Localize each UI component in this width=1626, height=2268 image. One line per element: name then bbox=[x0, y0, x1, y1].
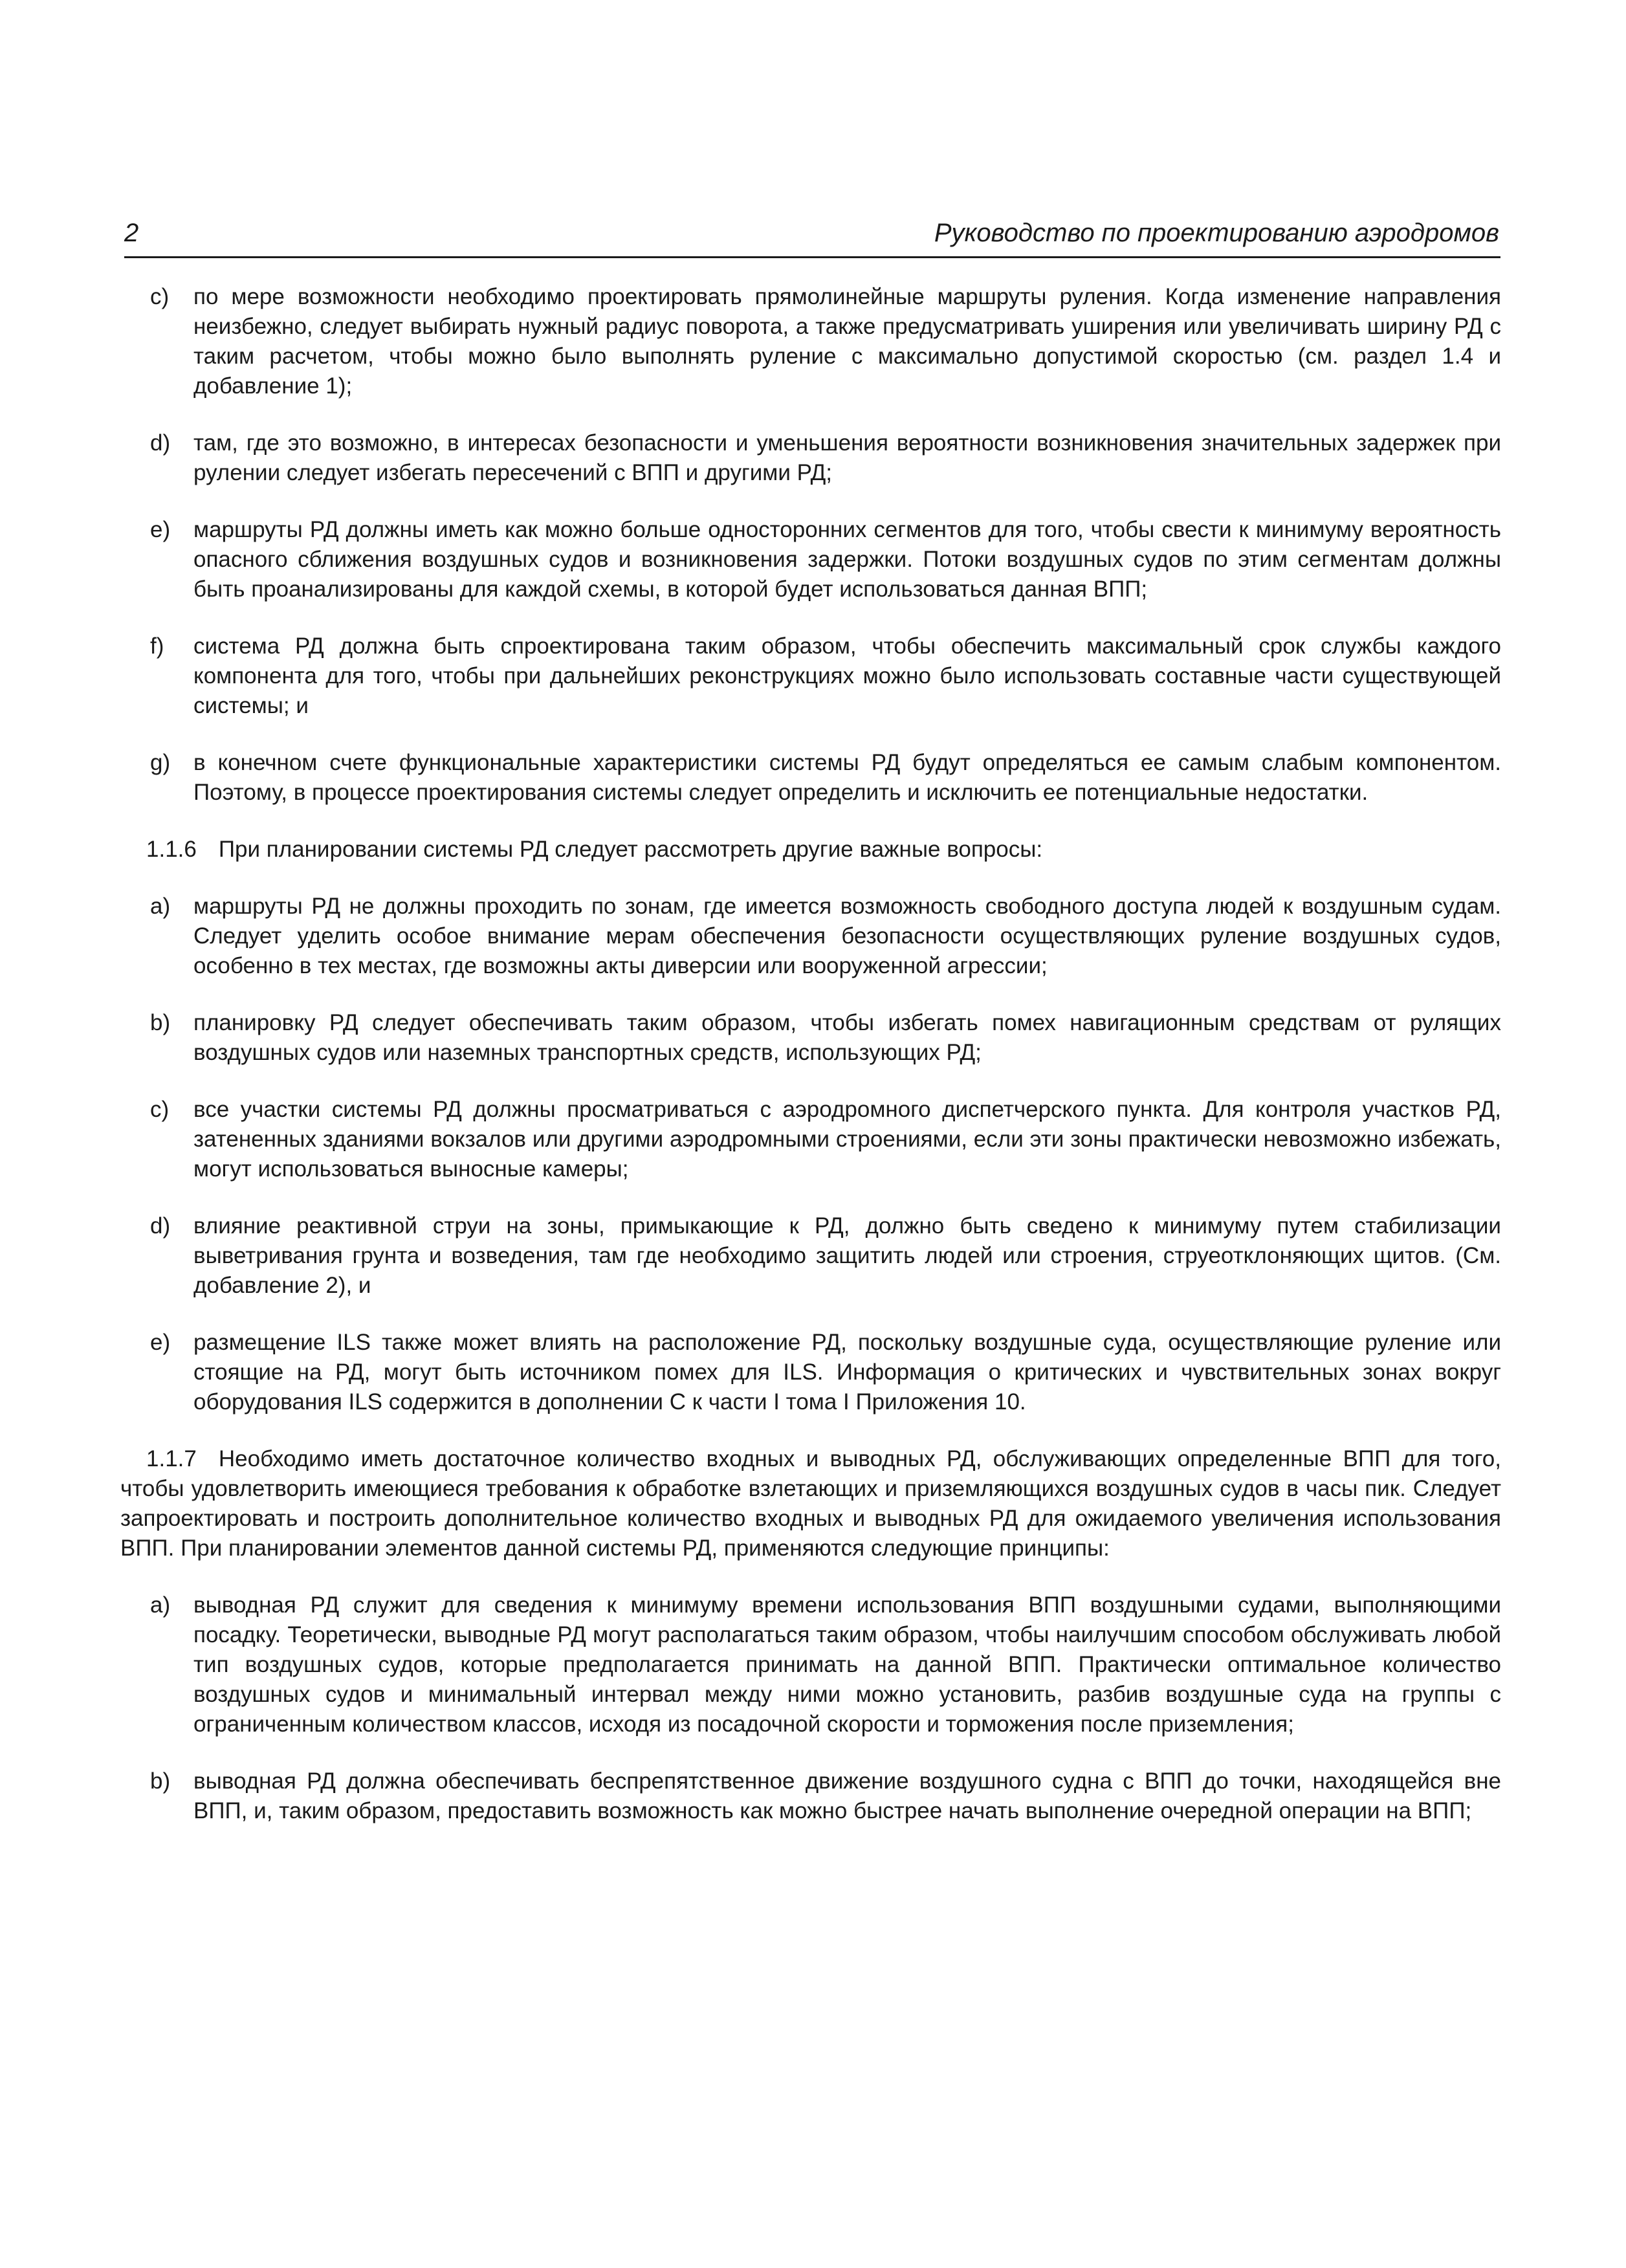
list-text: влияние реактивной струи на зоны, примыкающие к РД, должно быть сведено к минимуму путем стабилизации выветривания грунта и возведения, там где необходимо защитить людей или строения, струеотклоняющих щитов. (См. добавление 2), и bbox=[193, 1213, 1501, 1298]
paragraph-text: Необходимо иметь достаточное количество входных и выводных РД, обслуживающих определенные ВПП для того, чтобы удовлетворить имеющиеся требования к обработке взлетающих и приземляющихся воздушных судов в часы пик. Следует запроектировать и построить дополнительное количество входных и выводных РД для ожидаемого увеличения использования ВПП. При планировании элементов данной системы РД, применяются следующие принципы: bbox=[120, 1446, 1501, 1561]
list-marker: f) bbox=[150, 633, 164, 659]
list-item bbox=[120, 632, 1501, 721]
list-item bbox=[120, 282, 1501, 401]
paragraph-number: 1.1.6 bbox=[146, 837, 197, 862]
list-marker: a) bbox=[150, 1592, 171, 1618]
paragraph-1-1-7 bbox=[120, 1444, 1501, 1563]
list-text: система РД должна быть спроектирована таким образом, чтобы обеспечить максимальный срок службы каждого компонента для того, чтобы при дальнейших реконструкциях можно было использовать составные части существующей системы; и bbox=[193, 633, 1501, 718]
list-marker: d) bbox=[150, 430, 171, 456]
list-item bbox=[120, 428, 1501, 488]
list-marker: g) bbox=[150, 750, 171, 775]
list-text: все участки системы РД должны просматриваться с аэродромного диспетчерского пункта. Для контроля участков РД, затененных зданиями вокзалов или другими аэродромными строениями, если эти зоны практически невозможно избежать, могут использоваться выносные камеры; bbox=[193, 1097, 1501, 1182]
list-text: там, где это возможно, в интересах безопасности и уменьшения вероятности возникновения значительных задержек при рулении следует избегать пересечений с ВПП и другими РД; bbox=[193, 430, 1501, 485]
list-marker: d) bbox=[150, 1213, 171, 1239]
list-marker: c) bbox=[150, 1097, 170, 1122]
page-number: 2 bbox=[124, 219, 139, 247]
list-text: маршруты РД не должны проходить по зонам, где имеется возможность свободного доступа людей к воздушным судам. Следует уделить особое внимание мерам обеспечения безопасности осуществляющих руление воздушных судов, особенно в тех местах, где возможны акты диверсии или вооруженной агрессии; bbox=[193, 894, 1501, 978]
list-item bbox=[120, 1211, 1501, 1301]
list-text: выводная РД служит для сведения к минимуму времени использования ВПП воздушными судами, выполняющими посадку. Теоретически, выводные РД могут располагаться таким образом, чтобы наилучшим способом обслуживать любой тип воздушных судов, которые предполагается принимать на данной ВПП. Практически оптимальное количество воздушных судов и минимальный интервал между ними можно установить, разбив воздушные суда на группы с ограниченным количеством классов, исходя из посадочной скорости и торможения после приземления; bbox=[193, 1592, 1501, 1737]
list-text: в конечном счете функциональные характеристики системы РД будут определяться ее самым слабым компонентом. Поэтому, в процессе проектирования системы следует определить и исключить ее потенциальные недостатки. bbox=[193, 750, 1501, 805]
list-marker: c) bbox=[150, 284, 170, 309]
list-text: размещение ILS также может влиять на расположение РД, поскольку воздушные суда, осуществляющие руление или стоящие на РД, могут быть источником помех для ILS. Информация о критических и чувствительных зонах вокруг оборудования ILS содержится в дополнении C к части I тома I Приложения 10. bbox=[193, 1330, 1501, 1415]
list-marker: a) bbox=[150, 894, 171, 919]
list-item bbox=[120, 1008, 1501, 1068]
list-marker: e) bbox=[150, 517, 171, 542]
list-text: маршруты РД должны иметь как можно больше односторонних сегментов для того, чтобы свести к минимуму вероятность опасного сближения воздушных судов и возникновения задержки. Потоки воздушных судов по этим сегментам должны быть проанализированы для каждой схемы, в которой будет использоваться данная ВПП; bbox=[193, 517, 1501, 602]
list-item bbox=[120, 515, 1501, 604]
list-item bbox=[120, 1328, 1501, 1417]
header-rule bbox=[124, 256, 1500, 258]
running-header: Руководство по проектированию аэродромов bbox=[934, 219, 1499, 247]
list-marker: b) bbox=[150, 1768, 171, 1794]
page-body bbox=[120, 282, 1501, 1853]
list-item bbox=[120, 748, 1501, 808]
list-item bbox=[120, 1095, 1501, 1184]
list-item bbox=[120, 1591, 1501, 1739]
list-marker: e) bbox=[150, 1330, 171, 1355]
paragraph-number: 1.1.7 bbox=[146, 1446, 197, 1471]
paragraph-1-1-6 bbox=[120, 835, 1501, 864]
list-item bbox=[120, 892, 1501, 981]
list-item bbox=[120, 1767, 1501, 1826]
list-text: планировку РД следует обеспечивать таким образом, чтобы избегать помех навигационным средствам от рулящих воздушных судов или наземных транспортных средств, использующих РД; bbox=[193, 1010, 1501, 1065]
paragraph-text: При планировании системы РД следует рассмотреть другие важные вопросы: bbox=[218, 837, 1043, 862]
list-marker: b) bbox=[150, 1010, 171, 1035]
list-text: выводная РД должна обеспечивать беспрепятственное движение воздушного судна с ВПП до точки, находящейся вне ВПП, и, таким образом, предоставить возможность как можно быстрее начать выполнение очередной операции на ВПП; bbox=[193, 1768, 1501, 1823]
list-text: по мере возможности необходимо проектировать прямолинейные маршруты руления. Когда изменение направления неизбежно, следует выбирать нужный радиус поворота, а также предусматривать уширения или увеличивать ширину РД с таким расчетом, чтобы можно было выполнять руление с максимально допустимой скоростью (см. раздел 1.4 и добавление 1); bbox=[193, 284, 1501, 399]
